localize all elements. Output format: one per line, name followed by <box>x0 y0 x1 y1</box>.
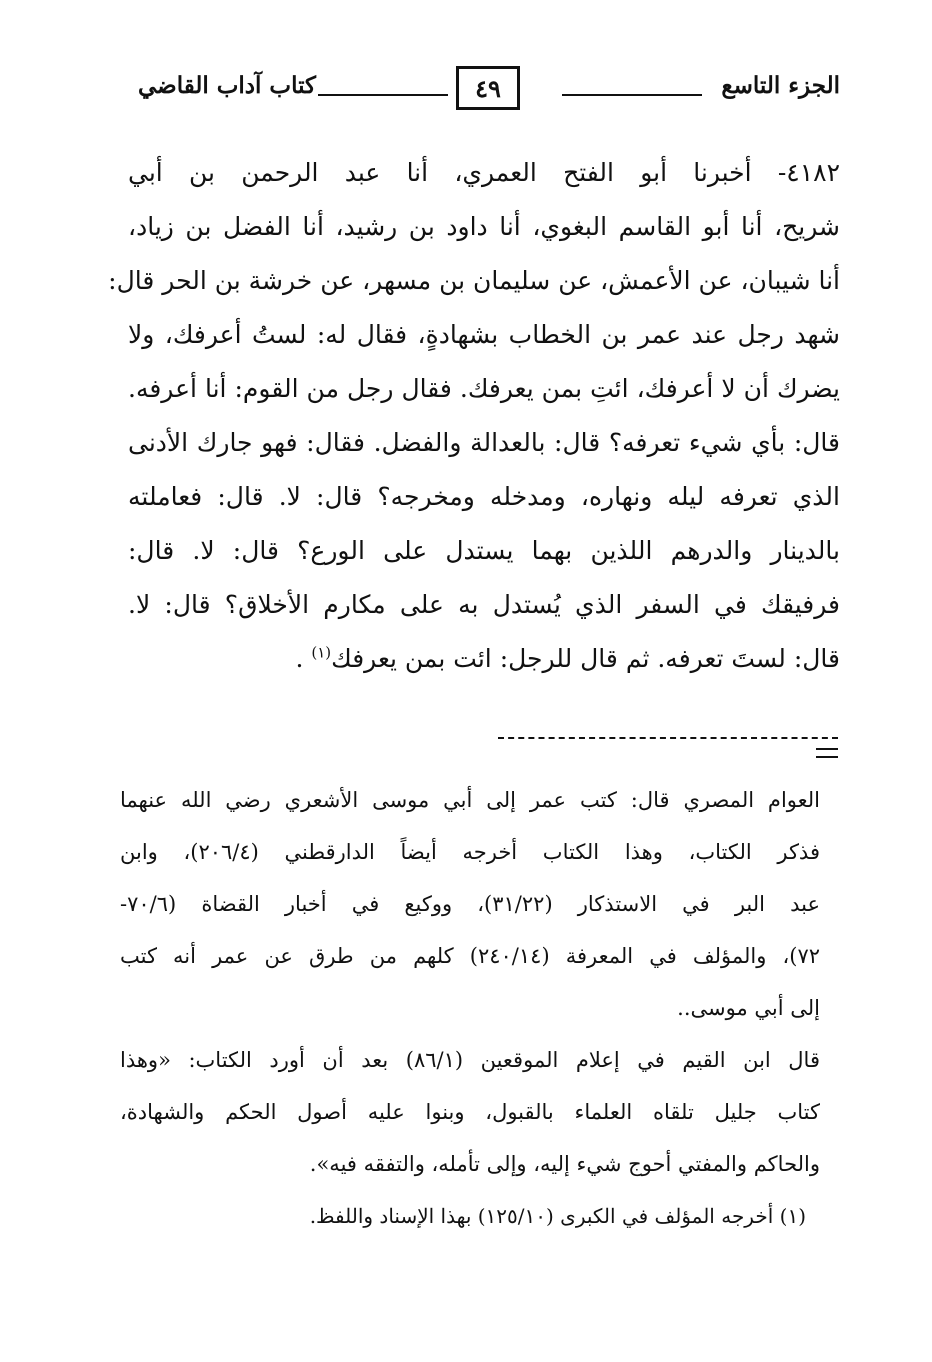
page-header <box>128 64 840 124</box>
footnote-line: العوام المصري قال: كتب عمر إلى أبي موسى الأشعري رضي الله عنهما <box>120 788 820 812</box>
text-line: ٤١٨٢- أخبرنا أبو الفتح العمري، أنا عبد الرحمن بن أبي <box>128 158 840 187</box>
header-rule-left <box>318 94 448 96</box>
footnote-line: إلى أبي موسى.. <box>677 996 820 1020</box>
header-part: الجزء التاسع <box>721 72 840 99</box>
text-line-last <box>128 632 840 686</box>
text-line: بالدينار والدرهم اللذين بهما يستدل على الورع؟ قال: لا. قال: <box>128 536 840 565</box>
text-line: يضرك أن لا أعرفك، ائتِ بمن يعرفك. فقال رجل من القوم: أنا أعرفه. <box>128 374 840 403</box>
footnote-line: كتاب جليل تلقاه العلماء بالقبول، وبنوا عليه أصول الحكم والشهادة، <box>120 1100 820 1124</box>
header-rule-right <box>562 94 702 96</box>
text-line: شريح، أنا أبو القاسم البغوي، أنا داود بن رشيد، أنا الفضل بن زياد، <box>128 212 840 241</box>
footnote-line: ٧٢)، والمؤلف في المعرفة (٢٤٠/١٤) كلهم من طرق عن عمر أنه كتب <box>120 944 820 968</box>
footnote-1: (١) أخرجه المؤلف في الكبرى (١٢٥/١٠) بهذا الإسناد واللفظ. <box>309 1204 806 1228</box>
header-book-title: كتاب آداب القاضي <box>138 72 316 99</box>
text-line: قال: بأي شيء تعرفه؟ قال: بالعدالة والفضل. فقال: فهو جارك الأدنى <box>128 428 840 457</box>
continuation-mark <box>816 748 838 758</box>
text-line: الذي تعرفه ليله ونهاره، ومدخله ومخرجه؟ قال: لا. قال: فعاملته <box>128 482 840 511</box>
text-line: فرفيقك في السفر الذي يُستدل به على مكارم الأخلاق؟ قال: لا. <box>128 590 841 619</box>
main-text <box>108 146 841 686</box>
footnote-line: قال ابن القيم في إعلام الموقعين (٨٦/١) بعد أن أورد الكتاب: «وهذا <box>120 1048 820 1072</box>
footnote-separator <box>498 737 838 739</box>
footnote-line: عبد البر في الاستذكار (٣١/٢٢)، ووكيع في أخبار القضاة (٧٠/٦- <box>120 892 820 916</box>
footnotes <box>120 774 820 1242</box>
footnote-line: فذكر الكتاب، وهذا الكتاب أخرجه أيضاً الدارقطني (٢٠٦/٤)، وابن <box>120 840 820 864</box>
text-line: شهد رجل عند عمر بن الخطاب بشهادةٍ، فقال له: لستُ أعرفك، ولا <box>128 320 840 349</box>
text-line-content: قال: لستَ تعرفه. ثم قال للرجل: ائت بمن يعرفك <box>331 644 840 673</box>
text-line-end: . <box>295 644 304 673</box>
text-line: أنا شيبان، عن الأعمش، عن سليمان بن مسهر، عن خرشة بن الحر قال: <box>108 266 840 295</box>
footnote-reference[interactable]: (١) <box>311 643 332 662</box>
footnote-line: والحاكم والمفتي أحوج شيء إليه، وإلى تأمله، والتفقه فيه». <box>309 1152 820 1176</box>
page-number: ٤٩ <box>456 66 520 110</box>
